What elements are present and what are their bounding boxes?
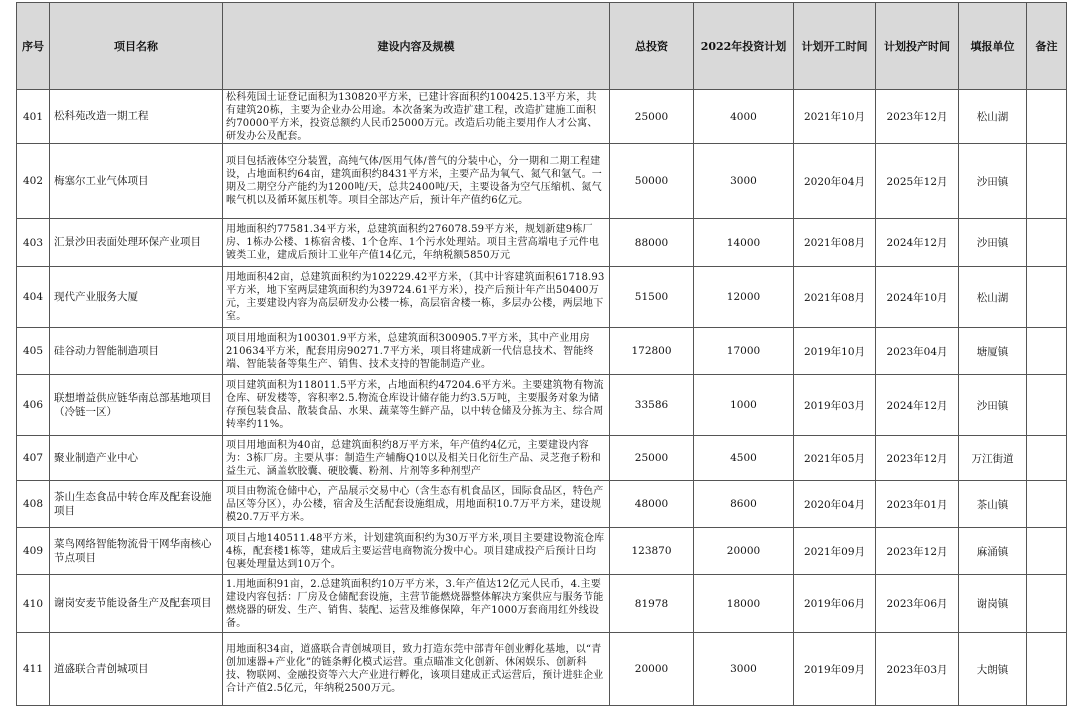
row-number: 409 [17,528,50,575]
total-investment: 81978 [610,575,694,633]
remark [1027,436,1067,481]
plan-2022: 12000 [694,267,794,328]
project-content: 项目建筑面积为118011.5平方米，占地面积约47204.6平方米。主要建筑物有物流仓库、研发楼等，容积率2.5.物流仓库设计储存能力约3.5万吨，主要服务对象为储存预包装食品、散装食品、水果、蔬菜等生鲜产品，以中转仓储及分拣为主、综合周转率约11%。 [223,375,610,436]
total-investment: 25000 [610,90,694,144]
row-number: 402 [17,144,50,219]
remark [1027,219,1067,267]
start-date: 2019年10月 [794,328,876,375]
project-name: 联想增益供应链华南总部基地项目（冷链一区） [50,375,223,436]
table-row [17,328,1067,375]
production-date: 2023年12月 [876,436,959,481]
project-name: 硅谷动力智能制造项目 [50,328,223,375]
header-row [17,3,1067,90]
total-investment: 88000 [610,219,694,267]
plan-2022: 1000 [694,375,794,436]
row-number: 407 [17,436,50,481]
project-content: 用地面积34亩，道盛联合青创城项目，致力打造东莞中部青年创业孵化基地，以“青创加速器+产业化”的链条孵化模式运营。重点瞄准文化创新、休闲娱乐、创新科技、物联网、金融投资等六大产业进行孵化，该项目建成正式运营后，预计进驻企业合计产值2.5亿元，年纳税2500万元。 [223,633,610,706]
plan-2022: 20000 [694,528,794,575]
project-name: 现代产业服务大厦 [50,267,223,328]
start-date: 2019年06月 [794,575,876,633]
start-date: 2021年05月 [794,436,876,481]
project-table [16,2,1067,706]
start-date: 2020年04月 [794,481,876,528]
table-row [17,219,1067,267]
production-date: 2023年04月 [876,328,959,375]
total-investment: 51500 [610,267,694,328]
row-number: 408 [17,481,50,528]
row-number: 410 [17,575,50,633]
reporting-unit: 沙田镇 [959,219,1027,267]
total-investment: 48000 [610,481,694,528]
table-row [17,436,1067,481]
start-date: 2021年10月 [794,90,876,144]
row-number: 401 [17,90,50,144]
reporting-unit: 大朗镇 [959,633,1027,706]
production-date: 2024年12月 [876,375,959,436]
start-date: 2020年04月 [794,144,876,219]
remark [1027,375,1067,436]
row-number: 405 [17,328,50,375]
row-number: 403 [17,219,50,267]
remark [1027,328,1067,375]
project-content: 项目由物流仓储中心，产品展示交易中心（含生态有机食品区，国际食品区，特色产品区等分区），办公楼，宿舍及生活配套设施组成，用地面积10.7万平方米，建设规模20.7万平方米。 [223,481,610,528]
remark [1027,144,1067,219]
table-row [17,90,1067,144]
project-name: 松科苑改造一期工程 [50,90,223,144]
table-row [17,144,1067,219]
project-name: 菜鸟网络智能物流骨干网华南核心节点项目 [50,528,223,575]
plan-2022: 3000 [694,144,794,219]
remark [1027,481,1067,528]
remark [1027,267,1067,328]
project-name: 茶山生态食品中转仓库及配套设施项目 [50,481,223,528]
reporting-unit: 谢岗镇 [959,575,1027,633]
production-date: 2023年01月 [876,481,959,528]
row-number: 406 [17,375,50,436]
table-row [17,575,1067,633]
project-table-wrapper [16,2,1066,706]
reporting-unit: 麻涌镇 [959,528,1027,575]
total-investment: 123870 [610,528,694,575]
reporting-unit: 沙田镇 [959,144,1027,219]
start-date: 2019年09月 [794,633,876,706]
header-cell-plan2022: 2022年投资计划 [694,3,794,90]
project-content: 项目占地140511.48平方米，计划建筑面积约为30万平方米,项目主要建设物流仓库4栋，配套楼1栋等，建成后主要运营电商物流分拨中心。项目建成投产后预计日均包裹处理量达到10万个。 [223,528,610,575]
reporting-unit: 塘厦镇 [959,328,1027,375]
header-cell-no: 序号 [17,3,50,90]
start-date: 2019年03月 [794,375,876,436]
project-content: 项目用地面积为40亩，总建筑面积约8万平方米，年产值约4亿元，主要建设内容为：3栋厂房。主要从事：制造生产辅酶Q10以及相关日化衍生产品、灵芝孢子粉和益生元、涵盖软胶囊、硬胶囊、粉剂、片剂等多种剂型产 [223,436,610,481]
table-row [17,267,1067,328]
start-date: 2021年08月 [794,219,876,267]
row-number: 411 [17,633,50,706]
reporting-unit: 茶山镇 [959,481,1027,528]
project-content: 松科苑国土证登记面积为130820平方米，已建计容面积约100425.13平方米，共有建筑20栋，主要为企业办公用途。本次备案为改造扩建工程，改造扩建施工面积约70000平方米，投资总额约人民币25000万元。改造后功能主要用作人才公寓、研发办公及配套。 [223,90,610,144]
project-content: 项目包括液体空分装置，高纯气体/医用气体/普气的分装中心，分一期和二期工程建设，占地面积约64亩，建筑面积约8431平方米，主要产品为氧气、氮气和氩气。一期及二期空分产能约为1200吨/天，总共2400吨/天，主要设备为空气压缩机、氮气喉气机以及循环氮压机等。项目全部达产后，预计年产值约6亿元。 [223,144,610,219]
header-cell-remark: 备注 [1027,3,1067,90]
total-investment: 25000 [610,436,694,481]
start-date: 2021年09月 [794,528,876,575]
production-date: 2023年06月 [876,575,959,633]
table-row [17,481,1067,528]
header-cell-start: 计划开工时间 [794,3,876,90]
project-name: 聚业制造产业中心 [50,436,223,481]
plan-2022: 3000 [694,633,794,706]
remark [1027,633,1067,706]
plan-2022: 4000 [694,90,794,144]
header-cell-name: 项目名称 [50,3,223,90]
reporting-unit: 沙田镇 [959,375,1027,436]
reporting-unit: 万江街道 [959,436,1027,481]
plan-2022: 17000 [694,328,794,375]
total-investment: 20000 [610,633,694,706]
project-name: 道盛联合青创城项目 [50,633,223,706]
table-row [17,633,1067,706]
production-date: 2023年12月 [876,90,959,144]
production-date: 2023年12月 [876,528,959,575]
production-date: 2025年12月 [876,144,959,219]
start-date: 2021年08月 [794,267,876,328]
plan-2022: 18000 [694,575,794,633]
project-content: 用地面积约77581.34平方米，总建筑面积约276078.59平方米，规划新建9栋厂房、1栋办公楼、1栋宿舍楼、1个仓库、1个污水处理站。项目主营高端电子元件电镀类工业，建成后预计工业年产值14亿元，年纳税额5850万元 [223,219,610,267]
project-content: 1.用地面积91亩，2.总建筑面积约10万平方米，3.年产值达12亿元人民币，4.主要建设内容包括：厂房及仓储配套设施，主营节能燃烧器整体解决方案供应与服务节能燃烧器的研发、生产、销售、装配、运营及维修保障，年产1000万套商用红外线设备。 [223,575,610,633]
remark [1027,90,1067,144]
plan-2022: 8600 [694,481,794,528]
plan-2022: 4500 [694,436,794,481]
project-name: 汇景沙田表面处理环保产业项目 [50,219,223,267]
project-name: 梅塞尔工业气体项目 [50,144,223,219]
total-investment: 172800 [610,328,694,375]
plan-2022: 14000 [694,219,794,267]
row-number: 404 [17,267,50,328]
header-cell-unit: 填报单位 [959,3,1027,90]
project-content: 用地面积42亩，总建筑面积约为102229.42平方米，（其中计容建筑面积61718.93平方米，地下室两层建筑面积约为39724.61平方米），投产后预计年产出50400万元，主要建设内容为高层研发办公楼一栋，高层宿舍楼一栋，多层办公楼，两层地下室。 [223,267,610,328]
total-investment: 50000 [610,144,694,219]
total-investment: 33586 [610,375,694,436]
header-cell-total: 总投资 [610,3,694,90]
production-date: 2024年10月 [876,267,959,328]
production-date: 2024年12月 [876,219,959,267]
remark [1027,528,1067,575]
reporting-unit: 松山湖 [959,90,1027,144]
project-name: 谢岗安麦节能设备生产及配套项目 [50,575,223,633]
header-cell-production: 计划投产时间 [876,3,959,90]
project-content: 项目用地面积为100301.9平方米，总建筑面积300905.7平方米，其中产业用房210634平方米，配套用房90271.7平方米，项目将建成新一代信息技术、智能终端、智能装备等集生产、销售、技术支持的智能制造产业。 [223,328,610,375]
production-date: 2023年03月 [876,633,959,706]
table-row [17,375,1067,436]
reporting-unit: 松山湖 [959,267,1027,328]
table-row [17,528,1067,575]
remark [1027,575,1067,633]
header-cell-content: 建设内容及规模 [223,3,610,90]
